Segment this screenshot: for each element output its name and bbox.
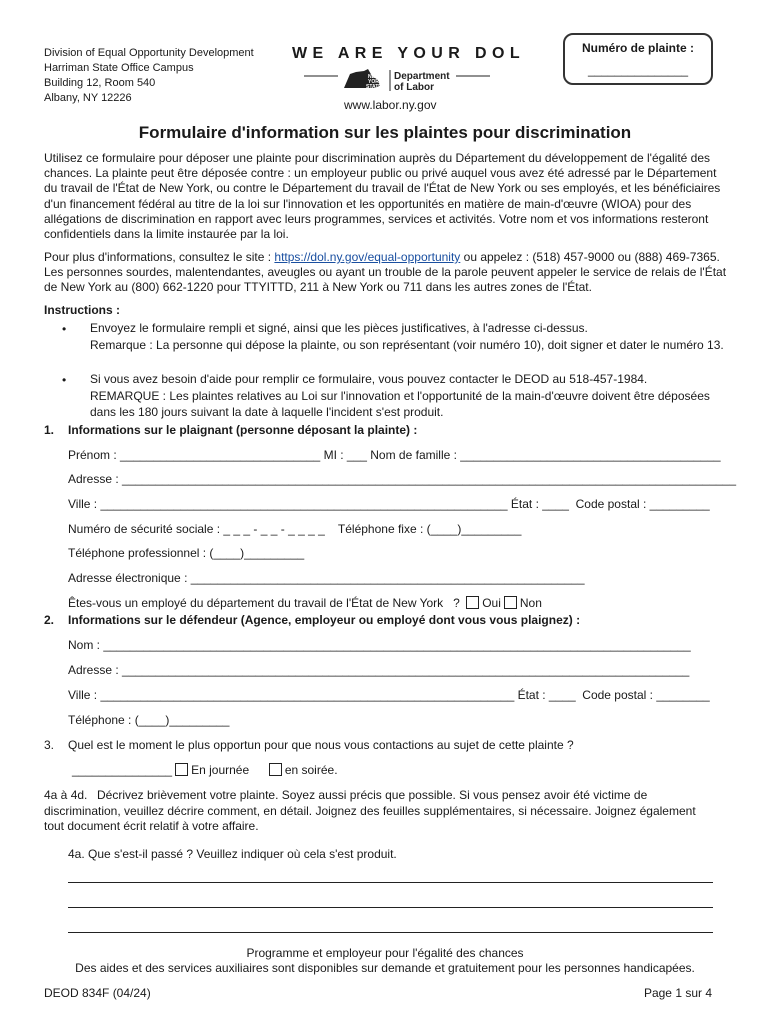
address-line: Harriman State Office Campus xyxy=(44,62,194,74)
section-1-number: 1. xyxy=(44,423,55,437)
complaint-number-box xyxy=(563,33,713,85)
daytime-checkbox[interactable] xyxy=(175,763,188,776)
work-phone-field[interactable]: Téléphone professionnel : (____)_________ xyxy=(68,546,305,560)
nys-logo-icon xyxy=(304,66,494,94)
instruction-item xyxy=(90,371,730,421)
daytime-label: En journée xyxy=(191,763,250,777)
employee-question-text: Êtes-vous un employé du département du travail de l'État de New York ? xyxy=(68,596,460,610)
evening-checkbox[interactable] xyxy=(269,763,282,776)
website-url: www.labor.ny.gov xyxy=(344,98,437,112)
address-field[interactable]: Adresse : ____________________________________________________________________________________________ xyxy=(68,472,737,486)
info-paragraph xyxy=(44,250,727,296)
non-checkbox[interactable] xyxy=(504,596,517,609)
sender-address xyxy=(44,46,254,106)
first-name-field[interactable]: Prénom : ______________________________ MI : ___ Nom de famille : _______________________________________ xyxy=(68,448,721,462)
employee-question xyxy=(68,596,542,610)
address-line: Building 12, Room 540 xyxy=(44,77,156,89)
bullet-icon: • xyxy=(62,322,67,336)
evening-label: en soirée. xyxy=(284,763,338,777)
contact-time-blank[interactable]: _______________ xyxy=(72,763,173,777)
equal-opportunity-link[interactable]: https://dol.ny.gov/equal-opportunity xyxy=(274,250,461,264)
address-line: Division of Equal Opportunity Development xyxy=(44,47,254,59)
svg-text:STATE: STATE xyxy=(366,84,382,90)
question-4a: 4a. Que s'est-il passé ? Veuillez indiquer où cela s'est produit. xyxy=(68,847,397,861)
section-3-number: 3. xyxy=(44,738,55,752)
instruction-note: REMARQUE : Les plaintes relatives au Loi sur l'innovation et l'opportunité de la main-d'œuvre doivent être déposées dans les 180 jours suivant la date à laquelle l'incident s'est produit. xyxy=(90,388,710,419)
nys-department-of-labor-logo xyxy=(304,66,494,94)
section-4-number: 4a à 4d. xyxy=(44,788,88,802)
slogan: WE ARE YOUR DOL xyxy=(292,45,526,62)
section-2-number: 2. xyxy=(44,613,55,627)
svg-text:of Labor: of Labor xyxy=(394,82,434,93)
answer-line[interactable] xyxy=(68,932,713,933)
section-1-heading: Informations sur le plaignant (personne déposant la plainte) : xyxy=(68,423,418,437)
svg-text:NEW: NEW xyxy=(368,74,380,80)
address-line: Albany, NY 12226 xyxy=(44,92,132,104)
answer-line[interactable] xyxy=(68,882,713,883)
email-field[interactable]: Adresse électronique : ___________________________________________________________ xyxy=(68,571,585,585)
svg-text:Department: Department xyxy=(394,71,450,82)
non-label: Non xyxy=(519,596,542,610)
instruction-text: Envoyez le formulaire rempli et signé, ainsi que les pièces justificatives, à l'adresse ci-dessus. xyxy=(90,321,588,335)
oui-checkbox[interactable] xyxy=(466,596,479,609)
section-4-instructions: Décrivez brièvement votre plainte. Soyez aussi précis que possible. Si vous pensez avoir été victime de discrimination, veuillez décrire comment, en détail. Joignez des feuilles supplémentaires, si nécessaire. Joignez également tout document écrit relatif à votre affaire. xyxy=(44,788,696,833)
intro-paragraph: Utilisez ce formulaire pour déposer une plainte pour discrimination auprès du Département du développement de l'égalité des chances. La plainte peut être déposée contre : un employeur public ou privé auquel vous avez été adressé par le Département du travail de l'État de New York, ou contre le Département du travail de l'État de New York ou ses employés, et les bénéficiaires d'un financement fédéral au titre de la loi sur l'innovation et les opportunités en matière de main-d'œuvre (WIOA) pour des allégations de discrimination en rapport avec leurs programmes, services et activités. Votre nom et vos informations resteront confidentiels dans la limite instaurée par la loi. xyxy=(44,151,721,242)
page-number: Page 1 sur 4 xyxy=(643,986,712,1000)
section-4-text xyxy=(44,788,712,835)
ssn-phone-field[interactable]: Numéro de sécurité sociale : _ _ _ - _ _ - _ _ _ _ Téléphone fixe : (____)_________ xyxy=(68,522,522,536)
complaint-number-label: Numéro de plainte : xyxy=(581,41,694,55)
respondent-address-field[interactable]: Adresse : _____________________________________________________________________________________ xyxy=(68,663,690,677)
instruction-text: Si vous avez besoin d'aide pour remplir ce formulaire, vous pouvez contacter le DEOD au 518-457-1984. xyxy=(90,372,648,386)
section-2-heading: Informations sur le défendeur (Agence, employeur ou employé dont vous vous plaignez) : xyxy=(68,613,581,627)
footer-accommodations: Des aides et des services auxiliaires sont disponibles sur demande et gratuitement pour les personnes handicapées. xyxy=(75,961,695,975)
footer-eeo: Programme et employeur pour l'égalité des chances xyxy=(246,946,524,960)
instruction-item xyxy=(90,320,730,353)
section-3-question: Quel est le moment le plus opportun pour que nous vous contactions au sujet de cette plainte ? xyxy=(68,738,574,752)
oui-label: Oui xyxy=(482,596,501,610)
respondent-name-field[interactable]: Nom : ________________________________________________________________________________________ xyxy=(68,638,691,652)
bullet-icon: • xyxy=(62,373,67,387)
info-text-after: ou appelez : (518) 457-9000 ou (888) 469-7365. Les personnes sourdes, malentendantes, aveugles ou ayant un trouble de la parole peuvent appeler le service de relais de l'État de New York au (800) 662-1220 pour TTYITTD, 211 à New York ou 711 dans les autres zones de l'État. xyxy=(44,250,727,295)
respondent-phone-field[interactable]: Téléphone : (____)_________ xyxy=(68,713,230,727)
svg-text:YORK: YORK xyxy=(368,79,383,85)
contact-time-options xyxy=(72,763,338,777)
instructions-heading: Instructions : xyxy=(44,303,121,317)
answer-line[interactable] xyxy=(68,907,713,908)
form-id: DEOD 834F (04/24) xyxy=(44,986,151,1000)
page-title: Formulaire d'information sur les plaintes pour discrimination xyxy=(138,123,632,142)
city-field[interactable]: Ville : _____________________________________________________________ État : ____ Code postal : _________ xyxy=(68,497,710,511)
complaint-number-field[interactable]: _______________ xyxy=(587,63,689,77)
info-text-before: Pour plus d'informations, consultez le site : xyxy=(44,250,275,264)
respondent-city-field[interactable]: Ville : ______________________________________________________________ État : ____ Code postal : ________ xyxy=(68,688,710,702)
instruction-note: Remarque : La personne qui dépose la plainte, ou son représentant (voir numéro 10), doit signer et dater le numéro 13. xyxy=(90,337,724,352)
